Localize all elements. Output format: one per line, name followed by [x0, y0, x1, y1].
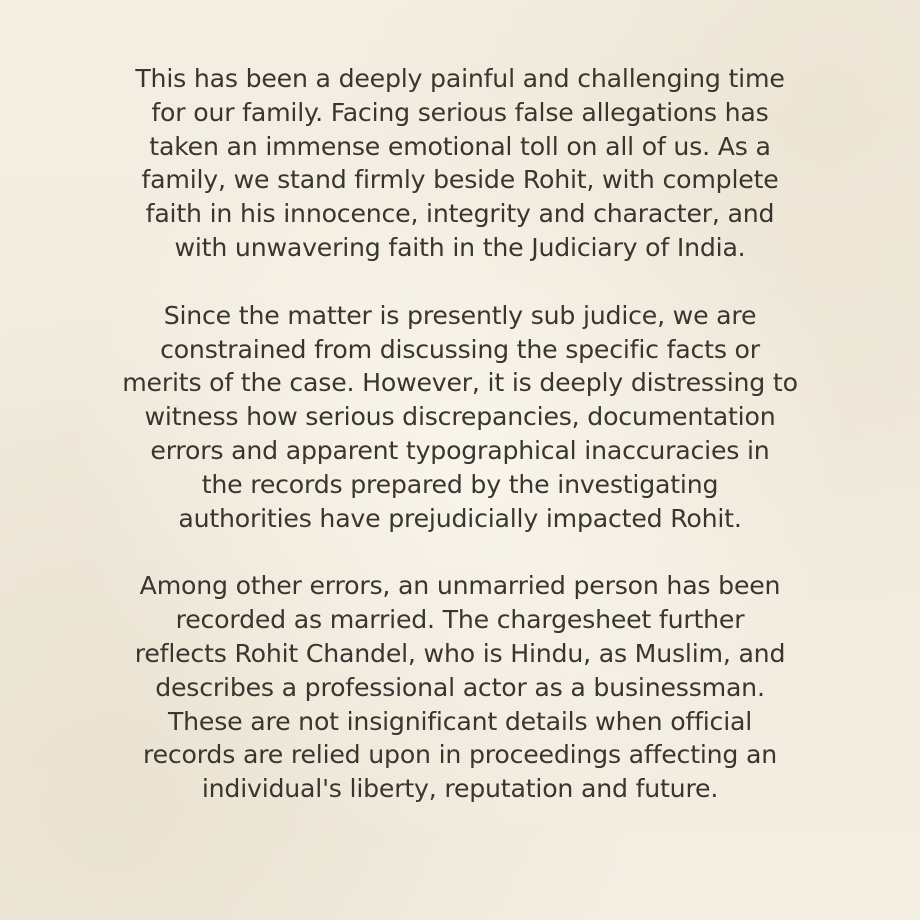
text-line: for our family. Facing serious false allegations has [151, 97, 769, 127]
text-line: family, we stand firmly beside Rohit, with complete [141, 165, 779, 195]
text-line: with unwavering faith in the Judiciary of India. [174, 232, 746, 262]
text-line: describes a professional actor as a businessman. [155, 672, 765, 702]
text-line: faith in his innocence, integrity and character, and [145, 199, 775, 229]
text-line: witness how serious discrepancies, documentation [144, 402, 776, 432]
paragraph-sub-judice [50, 299, 870, 536]
paragraph-family-support [50, 62, 870, 265]
text-line: individual's liberty, reputation and future. [201, 774, 719, 804]
text-line: reflects Rohit Chandel, who is Hindu, as Muslim, and [134, 638, 786, 668]
text-line: authorities have prejudicially impacted Rohit. [178, 503, 742, 533]
paragraph-record-errors [50, 569, 870, 806]
text-line: records are relied upon in proceedings affecting an [142, 740, 778, 770]
statement-text [50, 62, 870, 840]
text-line: constrained from discussing the specific facts or [160, 334, 760, 364]
text-line: merits of the case. However, it is deeply distressing to [122, 368, 798, 398]
text-line: recorded as married. The chargesheet further [175, 605, 745, 635]
text-line: These are not insignificant details when official [167, 706, 753, 736]
text-line: taken an immense emotional toll on all of us. As a [149, 131, 771, 161]
text-line: This has been a deeply painful and challenging time [135, 64, 785, 93]
text-line: Among other errors, an unmarried person has been [139, 571, 781, 601]
text-line: the records prepared by the investigating [201, 469, 719, 499]
text-line: errors and apparent typographical inaccuracies in [150, 435, 770, 465]
text-line: Since the matter is presently sub judice, we are [163, 300, 757, 330]
